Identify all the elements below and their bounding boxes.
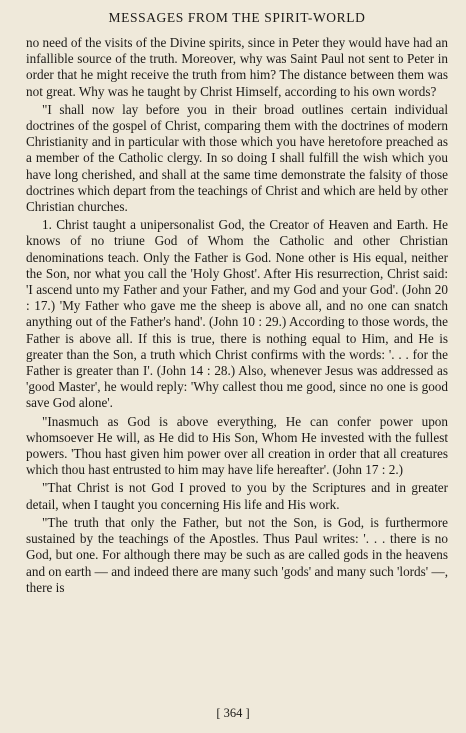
page-number: [ 364 ] <box>216 706 250 720</box>
paragraph-3: 1. Christ taught a unipersonalist God, the Creator of Heaven and Earth. He knows of no triune God of Whom the Catholic and other Christian denominations teach. Only the Father is God. None other is His equal, neither the Son, nor what you call the 'Holy Ghost'. After His resurrection, Christ said: 'I ascend unto my Father and your Father, and my God and your God'. (John 20 : 17.) 'My Father who gave me the sheep is above all, and no one can snatch anything out of the Father's hand'. (John 10 : 29.) According to those words, the Father is above all. If this is true, there is nothing equal to Him, and He is greater than the Son, a truth which Christ confirms with the words: '. . . for the Father is greater than I'. (John 14 : 28.) Also, whenever Jesus was addressed as 'good Master', he would reply: 'Why callest thou me good, since no one is good save God alone'. <box>26 217 448 411</box>
paragraph-2: "I shall now lay before you in their broad outlines certain individual doctrines of the gospel of Christ, comparing them with the doctrines of modern Christianity and in particular with those which you have heretofore preached as a member of the Catholic clergy. In so doing I shall fulfill the wish which you have long cherished, and shall at the same time demonstrate the falsity of those doctrines which depart from the teachings of Christ and which are held by other Christian churches. <box>26 101 448 215</box>
running-head: MESSAGES FROM THE SPIRIT-WORLD <box>108 10 366 25</box>
paragraph-4: "Inasmuch as God is above everything, He can confer power upon whomsoever He will, as He did to His Son, Whom He invested with the fullest powers. 'Thou hast given him power over all creation in order that all creatures which thou hast entrusted to him may have life hereafter'. (John 17 : 2.) <box>26 413 448 478</box>
body-text <box>26 35 448 596</box>
paragraph-6: "The truth that only the Father, but not the Son, is God, is furthermore sustained by the teachings of the Apostles. Thus Paul writes: '. . . there is no God, but one. For although there may be such as are called gods in the heavens and on earth — and indeed there are many such 'gods' and many such 'lords' —, there is <box>26 514 448 595</box>
paragraph-5: "That Christ is not God I proved to you by the Scriptures and in greater detail, when I taught you concerning His life and His work. <box>26 480 448 512</box>
paragraph-1: no need of the visits of the Divine spirits, since in Peter they would have had an infallible source of the truth. Moreover, why was Saint Paul not sent to Peter in order that he might receive the truth from him? The distance between them was not great. Why was he taught by Christ Himself, according to his own words? <box>26 35 448 99</box>
